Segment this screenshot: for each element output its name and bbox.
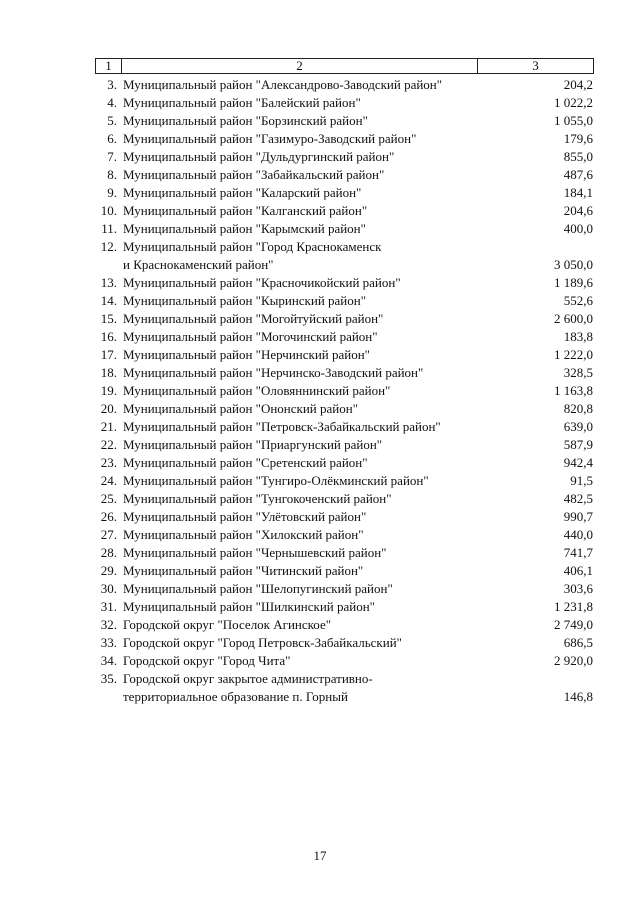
row-value: 639,0 bbox=[563, 419, 593, 434]
row-value: 440,0 bbox=[563, 527, 593, 542]
row-value: 204,2 bbox=[563, 77, 593, 92]
row-value: 2 920,0 bbox=[554, 653, 593, 668]
table-row bbox=[95, 418, 593, 436]
row-value: 942,4 bbox=[563, 455, 593, 470]
table-row bbox=[95, 184, 593, 202]
table-row bbox=[95, 364, 593, 382]
row-value: 204,6 bbox=[563, 203, 593, 218]
table-row bbox=[95, 400, 593, 418]
row-name: Муниципальный район "Хилокский район" bbox=[123, 527, 364, 542]
table-row bbox=[95, 526, 593, 544]
table-row bbox=[95, 436, 593, 454]
table-row bbox=[95, 148, 593, 166]
row-name: Городской округ "Город Петровск-Забайкальский" bbox=[123, 635, 402, 650]
row-value: 1 022,2 bbox=[554, 95, 593, 110]
page-number: 17 bbox=[313, 848, 327, 863]
row-name: Муниципальный район "Шилкинский район" bbox=[123, 599, 375, 614]
table-row bbox=[95, 472, 593, 490]
table-body bbox=[95, 76, 593, 706]
table-row bbox=[95, 634, 593, 652]
row-value: 406,1 bbox=[563, 563, 593, 578]
row-name: Городской округ "Поселок Агинское" bbox=[123, 617, 332, 632]
row-number: 21. bbox=[100, 419, 117, 434]
row-name: Муниципальный район "Чернышевский район" bbox=[123, 545, 387, 560]
row-number: 23. bbox=[100, 455, 117, 470]
table-row bbox=[95, 652, 593, 670]
table-row bbox=[95, 580, 593, 598]
row-value: 328,5 bbox=[563, 365, 593, 380]
table-row bbox=[95, 220, 593, 238]
row-name: Муниципальный район "Ононский район" bbox=[123, 401, 359, 416]
row-number: 30. bbox=[100, 581, 117, 596]
row-number: 15. bbox=[100, 311, 117, 326]
row-number: 16. bbox=[100, 329, 117, 344]
row-name: Муниципальный район "Каларский район" bbox=[123, 185, 362, 200]
row-number: 31. bbox=[100, 599, 117, 614]
table-row bbox=[95, 382, 593, 400]
table-row bbox=[95, 238, 593, 274]
row-name: Муниципальный район "Оловяннинский район" bbox=[123, 383, 391, 398]
row-name: Муниципальный район "Александрово-Заводский район" bbox=[123, 77, 443, 92]
row-number: 32. bbox=[100, 617, 117, 632]
row-name: Муниципальный район "Тунгиро-Олёкминский район" bbox=[123, 473, 429, 488]
row-value: 400,0 bbox=[563, 221, 593, 236]
row-number: 25. bbox=[100, 491, 117, 506]
row-name: Муниципальный район "Нерчинско-Заводский район" bbox=[123, 365, 424, 380]
row-value: 1 163,8 bbox=[554, 383, 593, 398]
row-value: 91,5 bbox=[570, 473, 593, 488]
column-header-table bbox=[95, 58, 594, 74]
row-number: 7. bbox=[107, 149, 117, 164]
row-number: 18. bbox=[100, 365, 117, 380]
row-name: Муниципальный район "Читинский район" bbox=[123, 563, 364, 578]
row-name: Муниципальный район "Дульдургинский район" bbox=[123, 149, 395, 164]
table-row bbox=[95, 328, 593, 346]
row-number: 34. bbox=[100, 653, 117, 668]
row-value: 1 231,8 bbox=[554, 599, 593, 614]
row-number: 20. bbox=[100, 401, 117, 416]
row-value: 1 222,0 bbox=[554, 347, 593, 362]
table-row bbox=[95, 616, 593, 634]
row-name: Муниципальный район "Шелопугинский район" bbox=[123, 581, 393, 596]
row-value: 990,7 bbox=[563, 509, 593, 524]
row-name: Муниципальный район "Приаргунский район" bbox=[123, 437, 383, 452]
table-row bbox=[95, 490, 593, 508]
table-row bbox=[95, 562, 593, 580]
table-row bbox=[95, 166, 593, 184]
row-number: 13. bbox=[100, 275, 117, 290]
row-value: 3 050,0 bbox=[554, 257, 593, 272]
row-name: Муниципальный район "Сретенский район" bbox=[123, 455, 368, 470]
row-number: 9. bbox=[107, 185, 117, 200]
row-value: 820,8 bbox=[563, 401, 593, 416]
row-value: 487,6 bbox=[563, 167, 593, 182]
row-value: 183,8 bbox=[563, 329, 593, 344]
row-number: 8. bbox=[107, 167, 117, 182]
row-number: 35. bbox=[100, 671, 117, 686]
row-name: Муниципальный район "Кыринский район" bbox=[123, 293, 367, 308]
row-name: Муниципальный район "Балейский район" bbox=[123, 95, 361, 110]
row-value: 587,9 bbox=[563, 437, 593, 452]
row-name: Муниципальный район "Калганский район" bbox=[123, 203, 368, 218]
row-number: 17. bbox=[100, 347, 117, 362]
row-name: Муниципальный район "Петровск-Забайкальский район" bbox=[123, 419, 441, 434]
table-row bbox=[95, 76, 593, 94]
row-value: 179,6 bbox=[563, 131, 593, 146]
table-row bbox=[95, 130, 593, 148]
row-name: Муниципальный район "Карымский район" bbox=[123, 221, 366, 236]
row-number: 11. bbox=[101, 221, 117, 236]
table-row bbox=[95, 292, 593, 310]
row-number: 10. bbox=[100, 203, 117, 218]
table-row bbox=[95, 670, 593, 706]
row-name: Муниципальный район "Нерчинский район" bbox=[123, 347, 370, 362]
row-name: Муниципальный район "Улётовский район" bbox=[123, 509, 367, 524]
row-value: 482,5 bbox=[563, 491, 593, 506]
table-row bbox=[95, 544, 593, 562]
row-number: 22. bbox=[100, 437, 117, 452]
row-value: 184,1 bbox=[563, 185, 593, 200]
row-number: 6. bbox=[107, 131, 117, 146]
row-name: Городской округ "Город Чита" bbox=[123, 653, 291, 668]
row-name: Муниципальный район "Газимуро-Заводский район" bbox=[123, 131, 417, 146]
table-row bbox=[95, 202, 593, 220]
row-number: 29. bbox=[100, 563, 117, 578]
row-number: 3. bbox=[107, 77, 117, 92]
row-value: 2 600,0 bbox=[554, 311, 593, 326]
row-number: 26. bbox=[100, 509, 117, 524]
row-value: 552,6 bbox=[563, 293, 593, 308]
row-number: 12. bbox=[100, 239, 117, 254]
row-value: 146,8 bbox=[563, 689, 593, 704]
row-name: Муниципальный район "Красночикойский район" bbox=[123, 275, 401, 290]
row-number: 5. bbox=[107, 113, 117, 128]
table-row bbox=[95, 94, 593, 112]
row-name: Муниципальный район "Город Краснокаменск и Краснокаменский район" bbox=[123, 239, 382, 272]
row-number: 4. bbox=[107, 95, 117, 110]
row-name: Городской округ закрытое административно- территориальное образование п. Горный bbox=[123, 671, 373, 704]
row-name: Муниципальный район "Тунгокоченский район" bbox=[123, 491, 392, 506]
row-value: 2 749,0 bbox=[554, 617, 593, 632]
row-number: 33. bbox=[100, 635, 117, 650]
row-value: 686,5 bbox=[563, 635, 593, 650]
column-header-1: 1 bbox=[96, 59, 122, 74]
row-value: 741,7 bbox=[563, 545, 593, 560]
row-number: 24. bbox=[100, 473, 117, 488]
column-header-2: 2 bbox=[122, 59, 478, 74]
table-row bbox=[95, 346, 593, 364]
row-name: Муниципальный район "Борзинский район" bbox=[123, 113, 368, 128]
table-row bbox=[95, 274, 593, 292]
row-number: 19. bbox=[100, 383, 117, 398]
row-value: 1 055,0 bbox=[554, 113, 593, 128]
row-value: 303,6 bbox=[563, 581, 593, 596]
table-row bbox=[95, 598, 593, 616]
row-number: 28. bbox=[100, 545, 117, 560]
row-value: 855,0 bbox=[563, 149, 593, 164]
table-row bbox=[95, 454, 593, 472]
row-number: 27. bbox=[100, 527, 117, 542]
row-value: 1 189,6 bbox=[554, 275, 593, 290]
row-name: Муниципальный район "Могойтуйский район" bbox=[123, 311, 384, 326]
table-row bbox=[95, 310, 593, 328]
table-row bbox=[95, 508, 593, 526]
table-row bbox=[95, 112, 593, 130]
column-header-3: 3 bbox=[478, 59, 594, 74]
row-name: Муниципальный район "Забайкальский район" bbox=[123, 167, 385, 182]
row-number: 14. bbox=[100, 293, 117, 308]
row-name: Муниципальный район "Могочинский район" bbox=[123, 329, 378, 344]
